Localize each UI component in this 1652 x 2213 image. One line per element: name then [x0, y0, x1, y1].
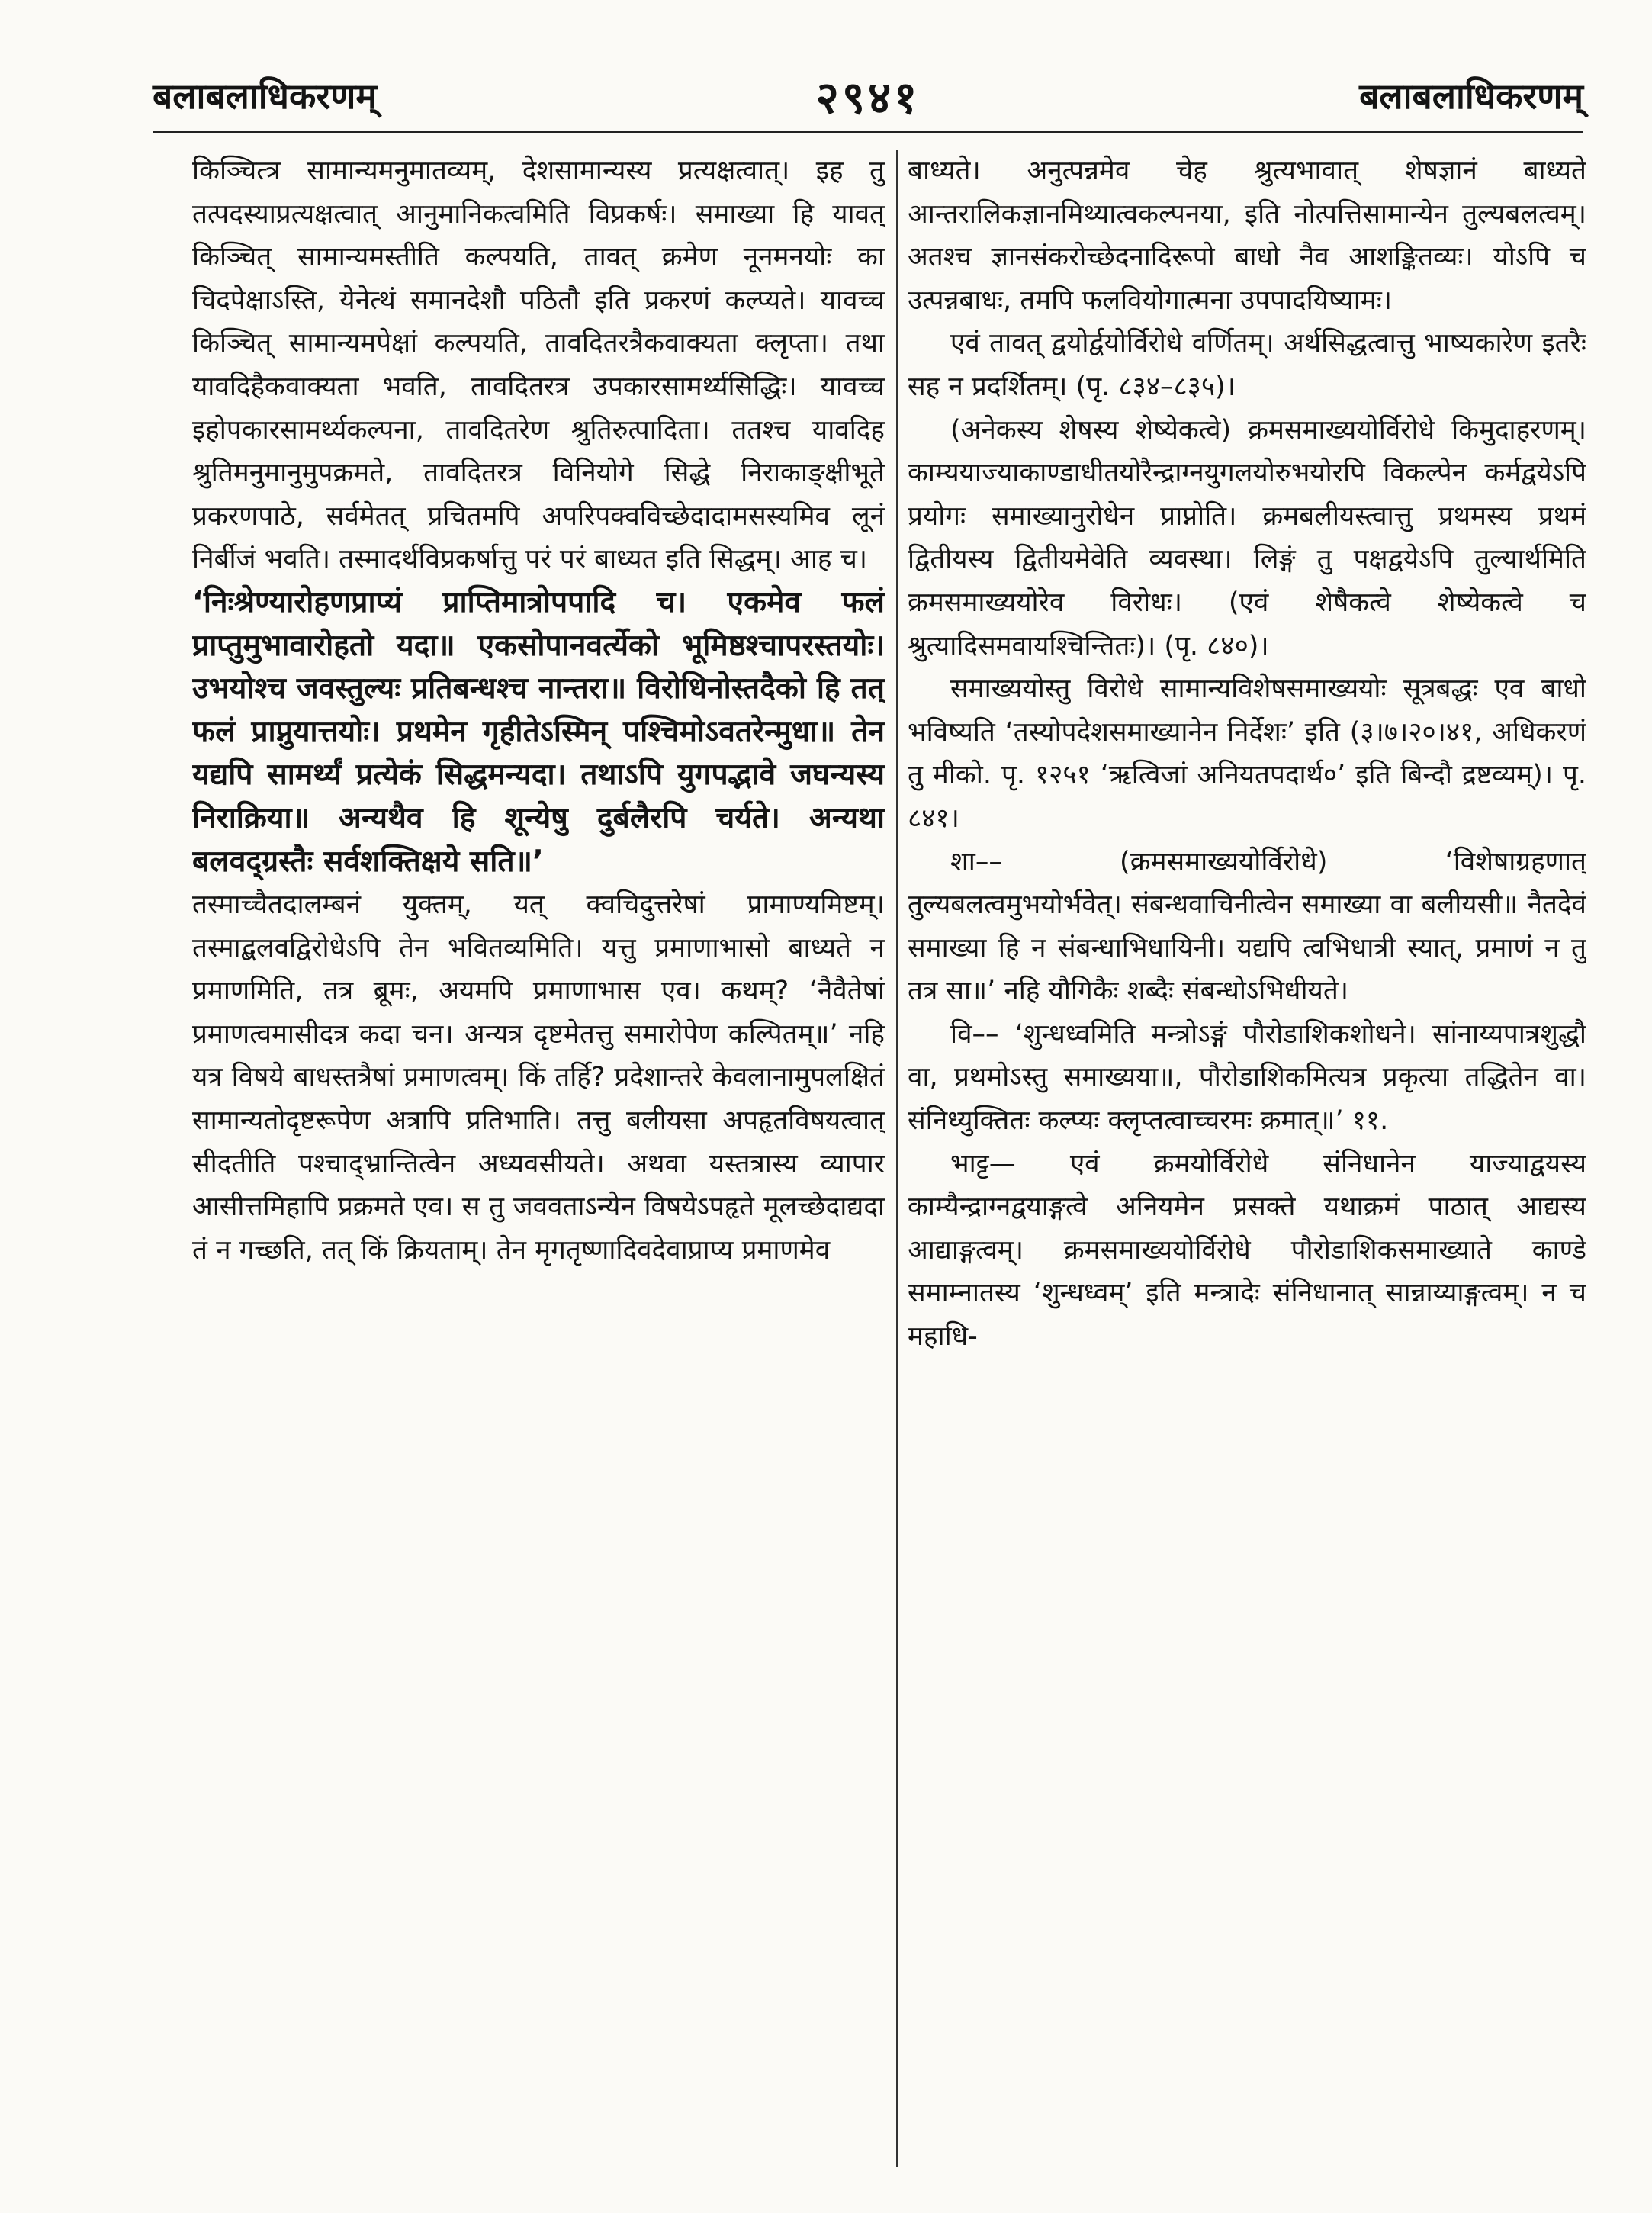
running-title-left: बलाबलाधिकरणम् [153, 76, 377, 117]
right-paragraph-3: (अनेकस्य शेषस्य शेष्येकत्वे) क्रमसमाख्ययोर्विरोधे किमुदाहरणम्। काम्ययाज्याकाण्डाधीतयोरैन्द्राग्नयुगलयोरुभयोरपि विकल्पेन कर्मद्वयेऽपि प्रयोगः समाख्यानुरोधेन प्राप्नोति। क्रमबलीयस्त्वात्तु प्रथमस्य प्रथमं द्वितीयस्य द्वितीयमेवेति व्यवस्था। लिङ्गं तु पक्षद्वयेऽपि तुल्यार्थमिति क्रमसमाख्ययोरेव विरोधः। (एवं शेषैकत्वे शेष्येकत्वे च श्रुत्यादिसमवायश्चिन्तितः)। (पृ. ८४०)। [908, 414, 1586, 661]
left-column [192, 150, 885, 2167]
right-paragraph-7: भाट्ट— एवं क्रमयोर्विरोधे संनिधानेन याज्याद्वयस्य काम्यैन्द्राग्नद्वयाङ्गत्वे अनियमेन प्रसक्ते यथाक्रमं पाठात् आद्यस्य आद्याङ्गत्वम्। क्रमसमाख्ययोर्विरोधे पौरोडाशिकसमाख्याते काण्डे समाम्नातस्य ‘शुन्धध्वम्’ इति मन्त्रादेः संनिधानात् सान्नाय्याङ्गत्वम्। न च महाधि- [908, 1148, 1586, 1353]
left-verse-block: ‘निःश्रेण्यारोहणप्राप्यं प्राप्तिमात्रोपपादि च। एकमेव फलं प्राप्तुमुभावारोहतो यदा॥ एकसोपानवर्त्येको भूमिष्ठश्चापरस्तयोः। उभयोश्च जवस्तुल्यः प्रतिबन्धश्च नान्तरा॥ विरोधिनोस्तदैको हि तत् फलं प्राप्नुयात्तयोः। प्रथमेन गृहीतेऽस्मिन् पश्चिमोऽवतरेन्मुधा॥ तेन यद्यपि सामर्थ्यं प्रत्येकं सिद्धमन्यदा। तथाऽपि युगपद्भावे जघन्यस्य निराक्रिया॥ अन्यथैव हि शून्येषु दुर्बलैरपि चर्यते। अन्यथा बलवद्ग्रस्तैः सर्वशक्तिक्षये सति॥’ [192, 584, 885, 879]
column-divider [896, 150, 898, 2167]
left-paragraph-3: तस्माच्चैतदालम्बनं युक्तम्, यत् क्वचिदुत्तरेषां प्रामाण्यमिष्टम्। तस्माद्बलवद्विरोधेऽपि तेन भवितव्यमिति। यत्तु प्रमाणाभासो बाध्यते न प्रमाणमिति, तत्र ब्रूमः, अयमपि प्रमाणाभास एव। कथम्? ‘नैवैतेषां प्रमाणत्वमासीदत्र कदा चन। अन्यत्र दृष्टमेतत्तु समारोपेण कल्पितम्॥’ नहि यत्र विषये बाधस्तत्रैषां प्रमाणत्वम्। किं तर्हि? प्रदेशान्तरे केवलानामुपलक्षितं सामान्यतोदृष्टरूपेण अत्रापि प्रतिभाति। तत्तु बलीयसा अपहृतविषयत्वात् सीदतीति पश्चाद्भ्रान्तित्वेन अध्यवसीयते। अथवा यस्तत्रास्य व्यापार आसीत्तमिहापि प्रक्रमते एव। स तु जववताऽन्येन विषयेऽपहृते मूलच्छेदाद्यदा तं न गच्छति, तत् किं क्रियताम्। तेन मृगतृष्णादिवदेवाप्राप्य प्रमाणमेव [192, 889, 885, 1266]
right-paragraph-2: एवं तावत् द्वयोर्द्वयोर्विरोधे वर्णितम्। अर्थसिद्धत्वात्तु भाष्यकारेण इतरैः सह न प्रदर्शितम्। (पृ. ८३४–८३५)। [908, 328, 1586, 402]
left-paragraph-1: किञ्चित्त्र सामान्यमनुमातव्यम्, देशसामान्यस्य प्रत्यक्षत्वात्। इह तु तत्पदस्याप्रत्यक्षत्वात् आनुमानिकत्वमिति विप्रकर्षः। समाख्या हि यावत् किञ्चित् सामान्यमस्तीति कल्पयति, तावत् क्रमेण नूनमनयोः का चिदपेक्षाऽस्ति, येनेत्थं समानदेशौ पठितौ इति प्रकरणं कल्प्यते। यावच्च किञ्चित् सामान्यमपेक्षां कल्पयति, तावदितरत्रैकवाक्यता क्लृप्ता। तथा यावदिहैकवाक्यता भवति, तावदितरत्र उपकारसामर्थ्यसिद्धिः। यावच्च इहोपकारसामर्थ्यकल्पना, तावदितरेण श्रुतिरुत्पादिता। ततश्च यावदिह श्रुतिमनुमानुमुपक्रमते, तावदितरत्र विनियोगे सिद्धे निराकाङ्क्षीभूते प्रकरणपाठे, सर्वमेतत् प्रचितमपि अपरिपक्वविच्छेदादामसस्यमिव लूनं निर्बीजं भवति। तस्मादर्थविप्रकर्षात्तु परं परं बाध्यत इति सिद्धम्। आह च। [192, 156, 885, 575]
right-paragraph-4: समाख्ययोस्तु विरोधे सामान्यविशेषसमाख्ययोः सूत्रबद्धः एव बाधो भविष्यति ‘तस्योपदेशसमाख्यानेन निर्देशः’ इति (३।७।२०।४१, अधिकरणं तु मीको. पृ. १२५१ ‘ऋत्विजां अनियतपदार्थ०’ इति बिन्दौ द्रष्टव्यम्)। पृ. ८४१। [908, 674, 1586, 834]
running-title-right: बलाबलाधिकरणम् [1359, 76, 1583, 117]
right-paragraph-1: बाध्यते। अनुत्पन्नमेव चेह श्रुत्यभावात् शेषज्ञानं बाध्यते आन्तरालिकज्ञानमिथ्यात्वकल्पनया, इति नोत्पत्तिसामान्येन तुल्यबलत्वम्। अतश्च ज्ञानसंकरोच्छेदनादिरूपो बाधो नैव आशङ्कितव्यः। योऽपि च उत्पन्नबाधः, तमपि फलवियोगात्मना उपपादयिष्यामः। [908, 156, 1586, 316]
page-number: २९४१ [815, 71, 921, 124]
header-rule [153, 131, 1583, 133]
right-paragraph-5: शा–– (क्रमसमाख्ययोर्विरोधे) ‘विशेषाग्रहणात् तुल्यबलत्वमुभयोर्भवेत्। संबन्धवाचिनीत्वेन समाख्या वा बलीयसी॥ नैतदेवं समाख्या हि न संबन्धाभिधायिनी। यद्यपि त्वभिधात्री स्यात्, प्रमाणं न तु तत्र सा॥’ नहि यौगिकैः शब्दैः संबन्धोऽभिधीयते। [908, 846, 1586, 1007]
right-paragraph-6: वि–– ‘शुन्धध्वमिति मन्त्रोऽङ्गं पौरोडाशिकशोधने। सांनाय्यपात्रशुद्धौ वा, प्रथमोऽस्तु समाख्यया॥, पौरोडाशिकमित्यत्र प्रकृत्या तद्धितेन वा। संनिध्युक्तितः कल्प्यः क्लृप्तत्वाच्चरमः क्रमात्॥’ ११. [908, 1018, 1586, 1137]
page-header [153, 53, 1583, 137]
right-column [908, 150, 1586, 2167]
